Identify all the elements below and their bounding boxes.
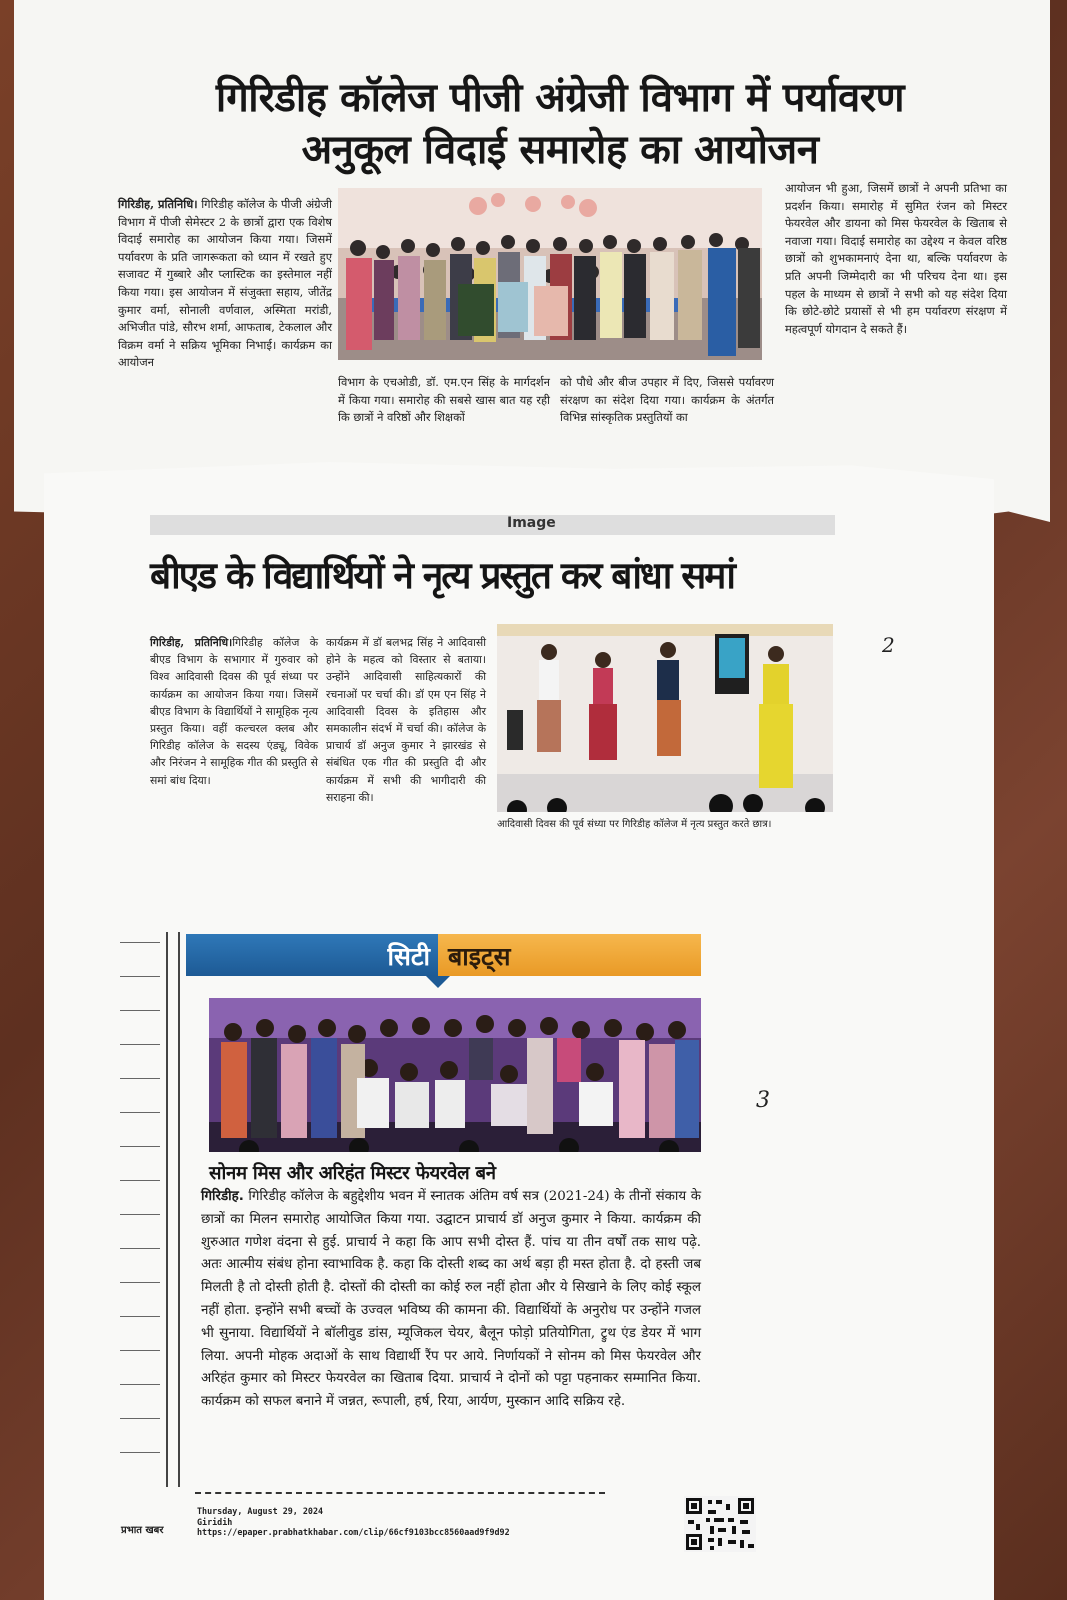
clipping-1-headline <box>110 72 1010 176</box>
qr-code-icon <box>684 1496 756 1552</box>
prabhat-khabar-logo: प्रभात खबर <box>121 1525 164 1536</box>
edition-name: Giridih <box>197 1516 233 1527</box>
clipping-2-photo-caption: आदिवासी दिवस की पूर्व संध्या पर गिरिडीह कॉलेज में नृत्य प्रस्तुत करते छात्र। <box>497 819 772 830</box>
clip-url: https://epaper.prabhatkhabar.com/clip/66cf9103bcc8560aad9f9d92 <box>197 1527 510 1537</box>
clipping-1-column-1 <box>118 196 332 372</box>
dateline: गिरिडीह, प्रतिनिधि। <box>118 197 198 211</box>
frame-line <box>166 932 168 1487</box>
clipping-1-column-3: को पौधे और बीज उपहार में दिए, जिससे पर्यावरण संरक्षण का संदेश दिया गया। कार्यक्रम के अंतर्गत विभिन्न सांस्कृतिक प्रस्तुतियों का <box>560 375 774 425</box>
clipping-3-headline: सोनम मिस और अरिहंत मिस्टर फेयरवेल बने <box>209 1163 496 1184</box>
publication-date: Thursday, August 29, 2024 <box>197 1506 324 1516</box>
headline-line-2: अनुकूल विदाई समारोह का आयोजन <box>301 127 819 173</box>
dateline: गिरिडीह. <box>201 1189 244 1204</box>
clip-metadata <box>197 1506 510 1538</box>
city-bites-banner <box>186 934 701 976</box>
banner-pointer <box>426 976 450 988</box>
headline-line-1: गिरिडीह कॉलेज पीजी अंग्रेजी विभाग में पर्यावरण <box>215 75 905 121</box>
body-text: गिरिडीह कॉलेज के बहुद्देशीय भवन में स्नातक अंतिम वर्ष सत्र (2021-24) के तीनों संकाय के छात्रों का मिलन समारोह आयोजित किया गया. उद्घाटन प्राचार्य डॉ अनुज कुमार ने किया. कार्यक्रम की शुरुआत गणेश वंदना से हुई. प्राचार्य ने कहा कि आप सभी दोस्त हैं. पांच या तीन वर्षों तक साथ पढ़े. अतः आत्मीय संबंध होना स्वाभाविक है. कहा कि दोस्ती शब्द का अर्थ बड़ा ही मस्त होता है. दो हस्ती जब मिलती है तो दोस्ती होती है. दोस्तों की दोस्ती का कोई रुल नहीं होता और ये सिखाने के लिए कोई स्कूल नहीं होता. इन्होंने सभी बच्चों के उज्वल भविष्य की कामना की. विद्यार्थियों के अनुरोध पर उन्होंने गजल भी सुनाया. विद्यार्थियों ने बॉलीवुड डांस, म्यूजिकल चेयर, बैलून फोड़ो प्रतियोगिता, ट्रुथ एंड डेयर में भाग लिया. अपनी मोहक अदाओं के साथ विद्यार्थी रैंप पर आये. निर्णायकों ने सोनम को मिस फेयरवेल और अरिहंत कुमार को मिस्टर फेयरवेल का खिताब दिया. प्राचार्य ने दोनों को पट्टा पहनाकर सम्मानित किया. कार्यक्रम को सफल बनाने में जन्नत, रूपाली, हर्ष, रिया, आर्यण, मुस्कान आदि सक्रिय रहे. <box>201 1189 702 1410</box>
banner-right <box>438 934 701 976</box>
tribal-dance-photo <box>497 624 833 812</box>
clipping-3-body <box>201 1186 701 1414</box>
clipping-1-column-4: आयोजन भी हुआ, जिसमें छात्रों ने अपनी प्रतिभा का प्रदर्शन किया। समारोह में सुमित रंजन को मिस्टर फेयरवेल और डायना को मिस फेयरवेल के खिताब से नवाजा गया। विदाई समारोह का उद्देश्य न केवल वरिष्ठ छात्रों को शुभकामनाएं देना था, बल्कि पर्यावरण के प्रति अपनी जिम्मेदारी का भी परिचय देना था। इस पहल के माध्यम से छात्रों ने सभी को यह संदेश दिया कि छोटे-छोटे प्रयासों से भी हम पर्यावरण संरक्षण में महत्वपूर्ण योगदान दे सकते हैं। <box>785 181 1007 336</box>
handwritten-number-3: 3 <box>756 1088 770 1113</box>
clipping-2-column-2: कार्यक्रम में डॉ बलभद्र सिंह ने आदिवासी होने के महत्व को विस्तार से बताया। उन्होंने आदिवासी साहित्यकारों की रचनाओं पर चर्चा की। डॉ एम एन सिंह ने आदिवासी दिवस के इतिहास और समकालीन संदर्भ में चर्चा की। कॉलेज के प्राचार्य डॉ अनुज कुमार ने झारखंड से संबंधित एक गीत की प्रस्तुति दी और कार्यक्रम में सभी की भागीदारी की सराहना की। <box>326 636 486 804</box>
clipping-2-headline: बीएड के विद्यार्थियों ने नृत्य प्रस्तुत कर बांधा समां <box>150 554 734 597</box>
dateline: गिरिडीह, प्रतिनिधि। <box>150 636 233 649</box>
banner-left-text: सिटी <box>387 942 430 971</box>
clipping-2-column-1 <box>150 634 318 789</box>
footer-divider <box>195 1492 605 1496</box>
clipping-2-top-band <box>150 515 835 535</box>
clipping-1-column-2: विभाग के एचओडी, डॉ. एम.एन सिंह के मार्गदर्शन में किया गया। समारोह की सबसे खास बात यह रही कि छात्रों ने वरिष्ठों और शिक्षकों <box>338 375 550 425</box>
frame-line <box>178 932 180 1487</box>
column-text: गिरिडीह कॉलेज के पीजी अंग्रेजी विभाग में पीजी सेमेस्टर 2 के छात्रों द्वारा एक विशेष विदाई समारोह का आयोजन किया गया। जिसमें पर्यावरण के प्रति जागरूकता को ध्यान में रखते हुए सजावट में गुब्बारे और प्लास्टिक का इस्तेमाल नहीं किया गया। इस आयोजन में संजुक्ता सहाय, जीतेंद्र कुमार वर्मा, सोनाली वर्णवाल, अस्मिता मरांडी, अभिजीत पांडे, सौरभ शर्मा, आफताब, टेकलाल और विक्रम वर्मा ने सक्रिय भूमिका निभाई। कार्यक्रम का आयोजन <box>118 197 332 370</box>
banner-left <box>186 934 438 976</box>
clipping-3-margin-frame <box>120 932 190 1487</box>
banner-right-text: बाइट्स <box>448 942 511 971</box>
column-text: गिरिडीह कॉलेज के बीएड विभाग के सभागार में गुरुवार को विश्व आदिवासी दिवस की पूर्व संध्या पर कार्यक्रम का आयोजन किया गया। जिसमें बीएड विभाग के विद्यार्थियों ने सामूहिक नृत्य प्रस्तुत किया। वहीं कल्चरल क्लब और गिरिडीह कॉलेज के सदस्य एंड्यू, विवेक और निरंजन ने सामूहिक गीत की प्रस्तुति से समां बांध दिया। <box>150 636 319 787</box>
farewell-group-photo <box>338 188 762 360</box>
handwritten-number-2: 2 <box>882 633 895 657</box>
farewell-students-photo <box>209 998 701 1152</box>
clipping-2-band-text: Image <box>507 515 556 531</box>
